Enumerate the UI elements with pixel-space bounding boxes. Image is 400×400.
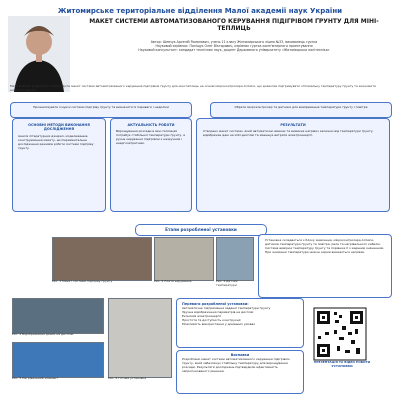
photo-5 — [12, 342, 104, 378]
conclusions-title: Висновки — [230, 353, 250, 357]
task-box-right — [210, 102, 392, 118]
description-text: Установка складається з блоку живлення, мікроконтролера Arduino, датчиків температури ґрунту та повітря, реле та нагрівального кабелю. Система вимірює температуру ґрунту та порівнює її з заданим значенням. При зниженні температури нижче норми вмикається нагрівач. — [265, 238, 384, 254]
methods-box — [12, 118, 106, 212]
results-body: Створено макет системи, який автоматично вмикає та вимикає нагрівач залежно від температури ґрунту, відображає дані на LCD-дисплеї та зменшує витрати електроенергії. — [203, 129, 374, 138]
caption-photo-6: Рис. 6 Готова установка — [108, 376, 147, 380]
methods-title: ОСНОВНІ МЕТОДИ ВИКОНАННЯ ДОСЛІДЖЕННЯ — [28, 123, 90, 132]
relevance-body: Вирощування розсади в міні-теплицях потребує стабільної температури ґрунту, а ручне керування підігрівом є незручним і енергозатратним. — [116, 129, 185, 146]
results-box — [196, 118, 390, 212]
caption-photo-5: Рис. 5 Нагрівальний елемент — [12, 376, 59, 380]
photo-1 — [52, 237, 152, 281]
qr-caption: ПРЕЗЕНТАЦІЯ ТА ВІДЕО РОБОТИ УСТАНОВКИ — [313, 360, 371, 368]
photo-2 — [154, 237, 214, 281]
methods-body: Аналіз літературних джерел, моделювання, конструювання макету, експериментальне дослідження режимів роботи системи підігріву ґрунту. — [18, 133, 94, 150]
conclusions-box — [176, 350, 304, 394]
caption-photo-3: Рис. 3 Датчик температури — [216, 279, 238, 287]
feature-item: Економія електроенергії — [182, 314, 221, 319]
stages-badge: Етапи розробленої установки — [135, 224, 267, 236]
intro: Мета роботи: розробити та дослідити макет системи автоматизованого керування підігрівом ґрунту для міні-теплиць на основі мікроконтролера Arduino, що дозволяє підтримувати оптимальну температуру ґрунту та економити електроенергію. — [10, 84, 376, 92]
task-left-text: Проаналізувати існуючі системи підігріву ґрунту та визначити їх переваги і недоліки — [33, 105, 169, 109]
feature-item: Простота та доступність конструкції — [182, 318, 241, 323]
features-box — [176, 298, 304, 348]
feature-item: Зручне відображення параметрів на дисплеї — [182, 310, 254, 315]
feature-item: Можливість використання у домашніх умовах — [182, 322, 256, 327]
header: Житомирське територіальне відділення Малої академії наук України — [57, 7, 343, 15]
task-box-left — [10, 102, 192, 118]
caption-photo-1: Рис. 1 Макет системи підігріву ґрунту — [52, 279, 113, 283]
conclusions-body: Розроблено макет системи автоматизованого керування підігрівом ґрунту, який забезпечує стабільну температуру для вирощування розсади. Результати досліджень підтвердили ефективність запропонованого рішення. — [182, 357, 290, 374]
features-title: Переваги розробленої установки: — [182, 302, 249, 306]
photo-3 — [216, 237, 254, 281]
consultant-line: Науковий консультант: кандидат технічних наук, доцент Державного університету «Житомирська політехніка» — [138, 48, 330, 53]
author-photo — [8, 16, 70, 92]
photo-4 — [12, 298, 104, 334]
task-right-text: Обрати мікроконтролер та датчики для вимірювання температури ґрунту і повітря — [234, 105, 368, 109]
results-title: РЕЗУЛЬТАТИ — [280, 123, 306, 127]
feature-item: Автоматичне підтримання заданої температури ґрунту — [182, 306, 271, 311]
title: МАКЕТ СИСТЕМИ АВТОМАТИЗОВАНОГО КЕРУВАННЯ ПІДІГРІВОМ ҐРУНТУ ДЛЯ МІНІ-ТЕПЛИЦЬ — [89, 18, 379, 32]
caption-photo-4: Рис. 4 Відображення даних на дисплеї — [12, 332, 74, 336]
relevance-box — [110, 118, 192, 212]
relevance-title: АКТУАЛЬНІСТЬ РОБОТИ — [127, 123, 175, 127]
qr-code[interactable] — [306, 306, 378, 362]
photo-6 — [108, 298, 172, 378]
author-line: Автор: Шевчук Арсеній Романович, учень 11 класу Житомирського ліцею №33, вихованець гуртка — [150, 40, 318, 44]
caption-photo-2: Рис. 2 Плата керування — [154, 279, 192, 283]
features-list — [177, 306, 303, 326]
authors — [78, 40, 390, 76]
description-box — [258, 234, 392, 298]
supervisor-line: Науковий керівник: Поліщук Олег Вікторович, керівник гуртка комп'ютерного проектування — [155, 44, 313, 49]
